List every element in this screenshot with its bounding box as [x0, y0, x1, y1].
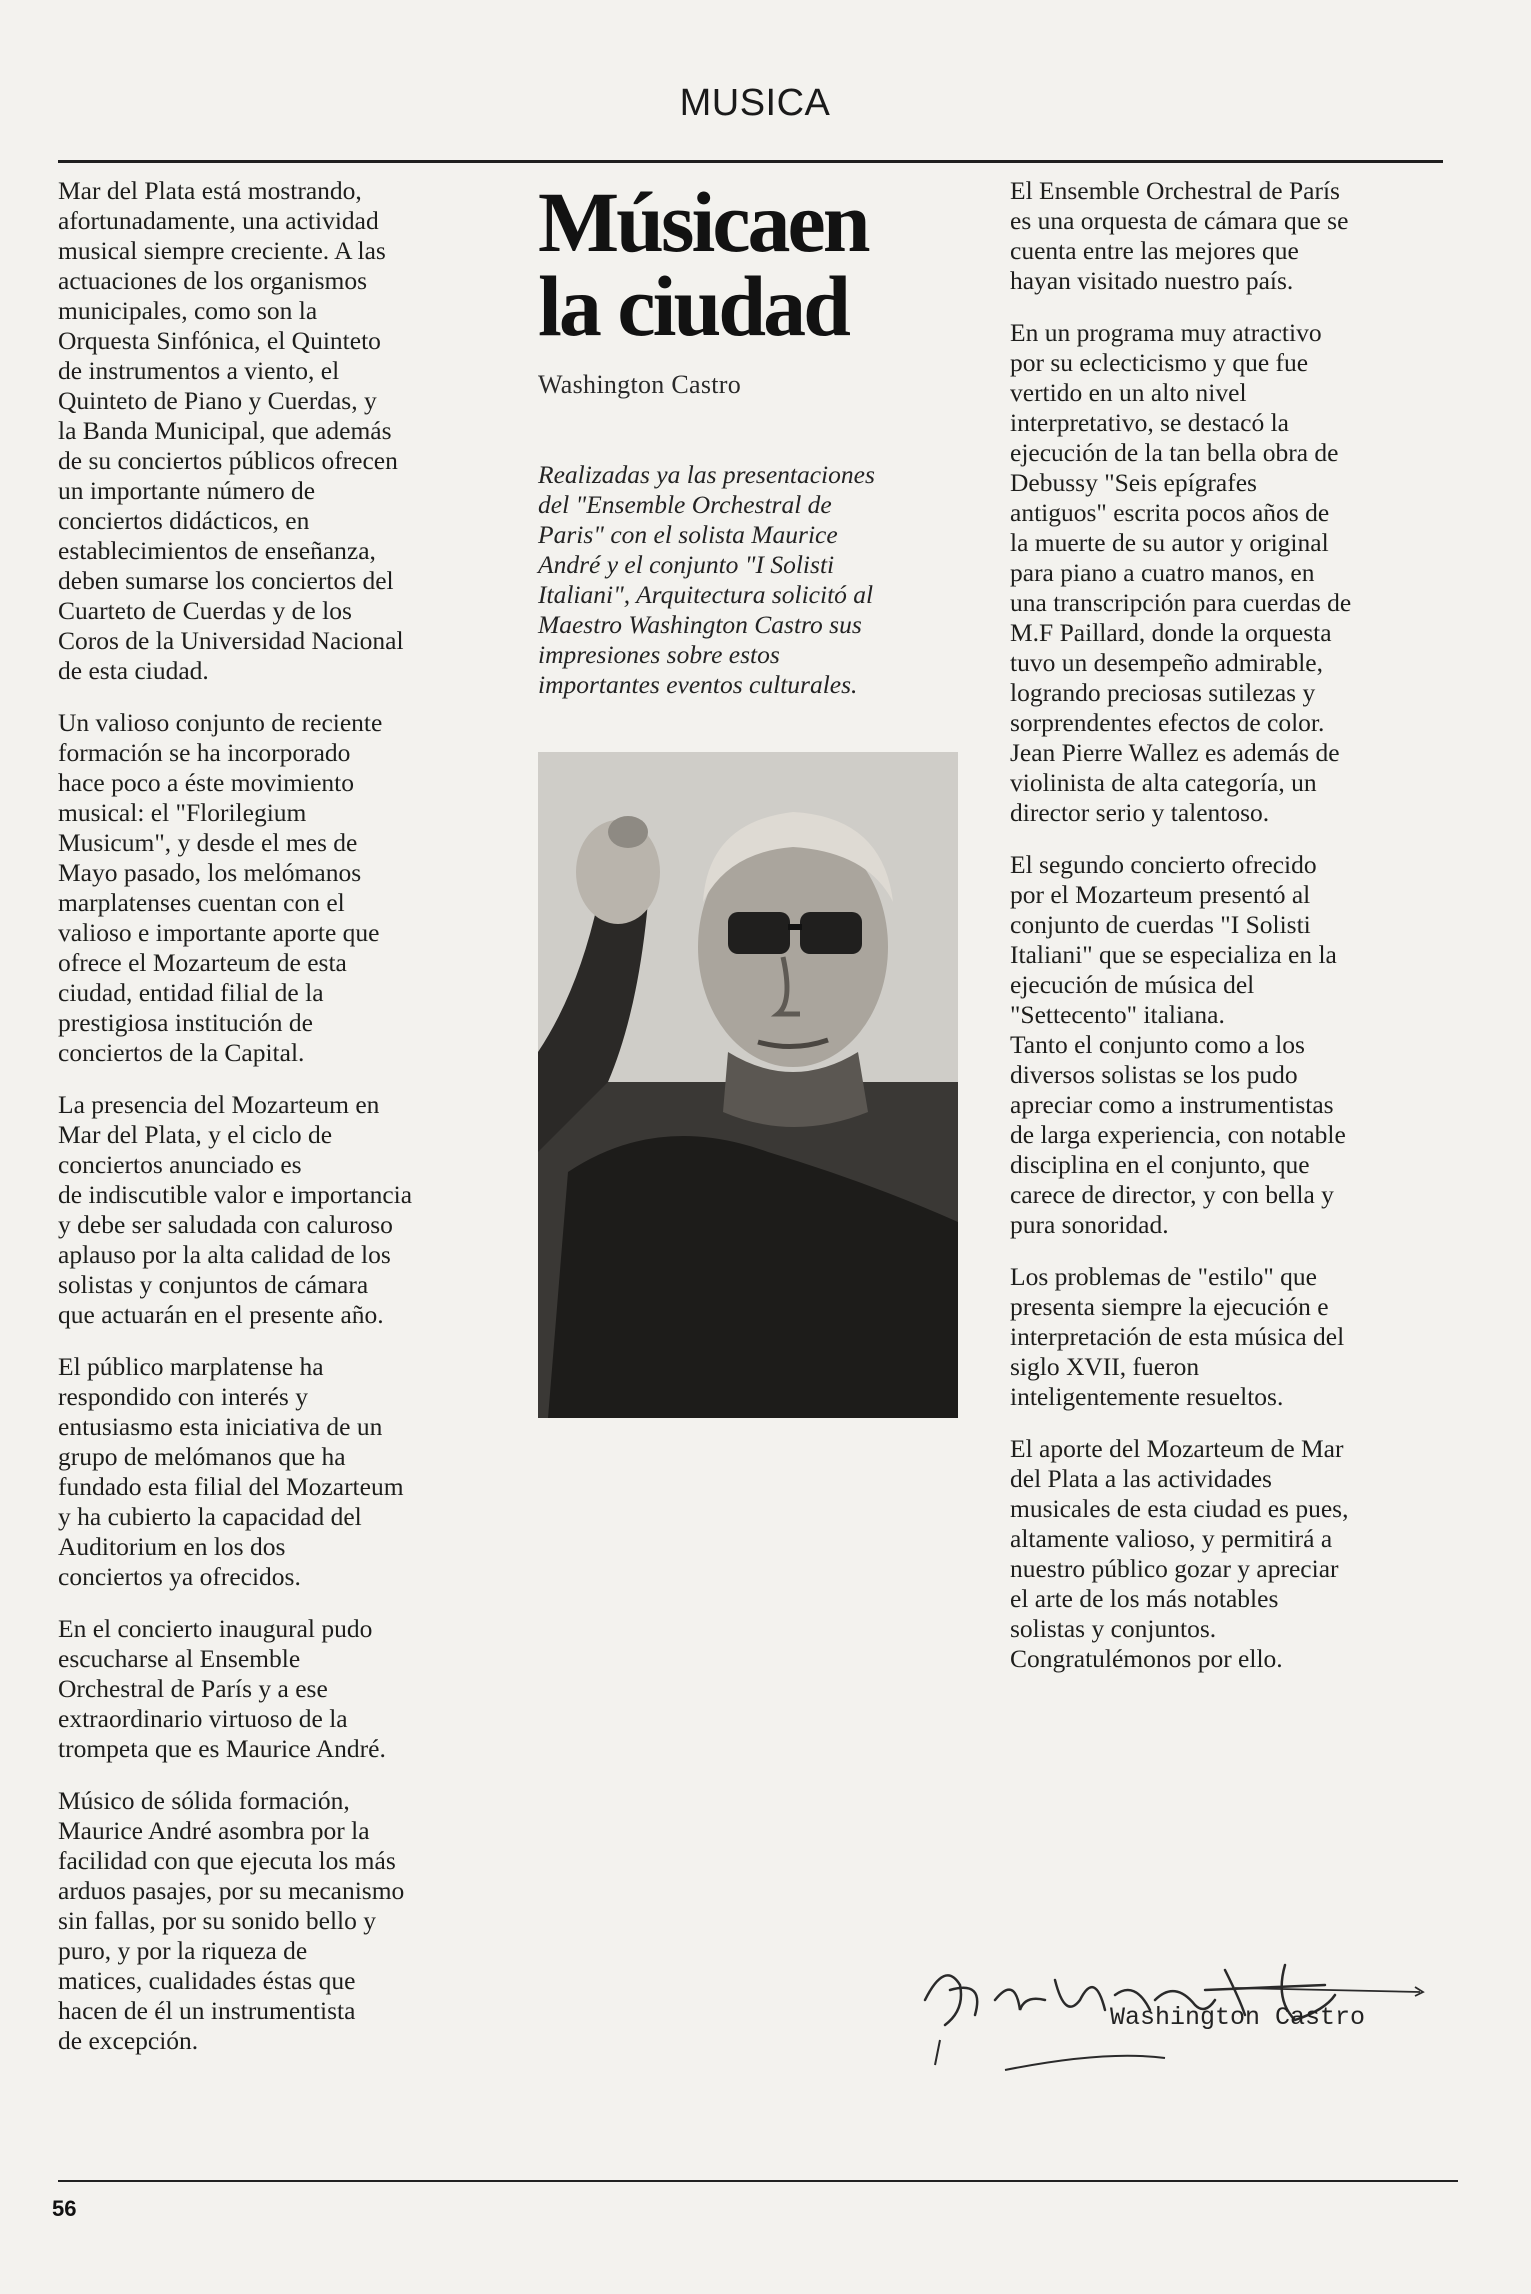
article-headline: Músicaen la ciudad	[538, 174, 868, 354]
article-intro: Realizadas ya las presentaciones del "Ensemble Orchestral de Paris" con el solista Maurice André y el conjunto "I Solisti Italiani", Arquitectura solicitó al Maestro Washington Castro sus impresiones sobre estos importantes eventos culturales.	[538, 460, 875, 699]
paragraph: Un valioso conjunto de reciente formación se ha incorporado hace poco a éste movimiento musical: el "Florilegium Musicum", y desde el mes de Mayo pasado, los melómanos marplatenses cuentan con el valioso e importante aporte que ofrece el Mozarteum de esta ciudad, entidad filial de la prestigiosa institución de conciertos de la Capital.	[58, 708, 383, 1067]
paragraph: En el concierto inaugural pudo escucharse al Ensemble Orchestral de París y a ese extraordinario virtuoso de la trompeta que es Maurice André.	[58, 1614, 386, 1763]
paragraph: El segundo concierto ofrecido por el Mozarteum presentó al conjunto de cuerdas "I Solisti Italiani" que se especializa en la ejecución de música del "Settecento" italiana. Tanto el conjunto como a los diversos solistas se los pudo apreciar como a instrumentistas de larga experiencia, con notable disciplina en el conjunto, que carece de director, y con bella y pura sonoridad.	[1010, 850, 1346, 1239]
paragraph: El público marplatense ha respondido con interés y entusiasmo esta iniciativa de un grupo de melómanos que ha fundado esta filial del Mozarteum y ha cubierto la capacidad del Auditorium en los dos conciertos ya ofrecidos.	[58, 1352, 404, 1591]
article-column-left	[58, 176, 498, 2078]
conductor-photo-illustration	[538, 752, 958, 1418]
paragraph: El Ensemble Orchestral de París es una orquesta de cámara que se cuenta entre las mejores que hayan visitado nuestro país.	[1010, 176, 1349, 295]
top-rule	[58, 160, 1443, 163]
paragraph: Los problemas de "estilo" que presenta siempre la ejecución e interpretación de esta música del siglo XVII, fueron inteligentemente resueltos.	[1010, 1262, 1345, 1411]
paragraph: Mar del Plata está mostrando, afortunadamente, una actividad musical siempre creciente. A las actuaciones de los organismos municipales, como son la Orquesta Sinfónica, el Quinteto de instrumentos a viento, el Quinteto de Piano y Cuerdas, y la Banda Municipal, que además de su conciertos públicos ofrecen un importante número de conciertos didácticos, en establecimientos de enseñanza, deben sumarse los conciertos del Cuarteto de Cuerdas y de los Coros de la Universidad Nacional de esta ciudad.	[58, 176, 404, 685]
paragraph: En un programa muy atractivo por su eclecticismo y que fue vertido en un alto nivel interpretativo, se destacó la ejecución de la tan bella obra de Debussy "Seis epígrafes antiguos" escrita pocos años de la muerte de su autor y original para piano a cuatro manos, en una transcripción para cuerdas de M.F Paillard, donde la orquesta tuvo un desempeño admirable, logrando preciosas sutilezas y sorprendentes efectos de color. Jean Pierre Wallez es además de violinista de alta categoría, un director serio y talentoso.	[1010, 318, 1352, 827]
conductor-photo	[538, 752, 958, 1418]
signature-name: Washington Castro	[1110, 2003, 1366, 2032]
section-title: MUSICA	[679, 82, 831, 124]
paragraph: La presencia del Mozarteum en Mar del Plata, y el ciclo de conciertos anunciado es de indiscutible valor e importancia y debe ser saludada con caluroso aplauso por la alta calidad de los solistas y conjuntos de cámara que actuarán en el presente año.	[58, 1090, 413, 1329]
paragraph: El aporte del Mozarteum de Mar del Plata a las actividades musicales de esta ciudad es pues, altamente valioso, y permitirá a nuestro público gozar y apreciar el arte de los más notables solistas y conjuntos. Congratulémonos por ello.	[1010, 1434, 1349, 1673]
article-column-right	[1010, 176, 1430, 1696]
author-byline: Washington Castro	[538, 370, 742, 399]
bottom-rule	[58, 2180, 1458, 2182]
page-number: 56	[52, 2196, 77, 2221]
paragraph: Músico de sólida formación, Maurice André asombra por la facilidad con que ejecuta los más arduos pasajes, por su mecanismo sin fallas, por su sonido bello y puro, y por la riqueza de matices, cualidades éstas que hacen de él un instrumentista de excepción.	[58, 1786, 405, 2055]
article-column-middle	[538, 176, 988, 700]
